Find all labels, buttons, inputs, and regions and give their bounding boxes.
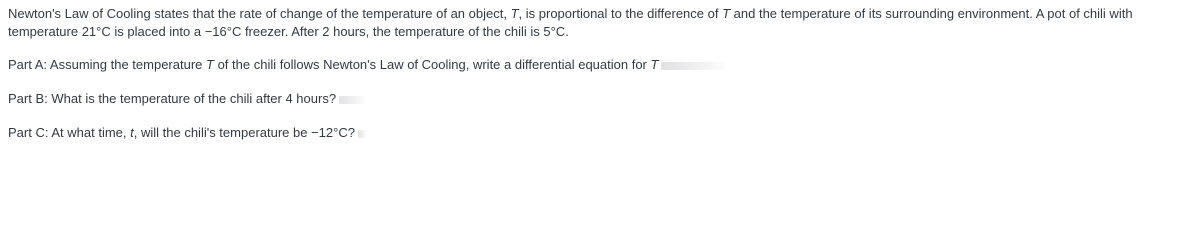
part-a-label: Part A: <box>8 57 48 72</box>
part-b-label: Part B: <box>8 91 48 106</box>
variable-T: T <box>206 57 214 72</box>
part-a-text-2: of the chili follows Newton's Law of Cooling, write a differential equation for <box>213 57 651 72</box>
problem-text-2: , is proportional to the difference of <box>518 6 723 21</box>
part-c-text-1: At what time, <box>48 125 131 140</box>
part-b <box>8 90 1192 108</box>
problem-text-1: Newton's Law of Cooling states that the rate of change of the temperature of an object, <box>8 6 511 21</box>
part-c <box>8 124 1192 142</box>
variable-T: T <box>650 57 659 72</box>
variable-T: T <box>722 6 731 21</box>
problem-text-3: and the temperature of its surrounding environment. A pot of chili with temperature 21°C is placed into a −16°C freezer. After 2 hours, the temperature of the chili is 5°C. <box>8 6 1133 39</box>
part-b-text: What is the temperature of the chili after 4 hours? <box>47 91 337 106</box>
part-c-label: Part C: <box>8 125 49 140</box>
faded-overlay <box>339 96 365 104</box>
part-c-text-2: , will the chili's temperature be −12°C? <box>133 125 355 140</box>
variable-t: t <box>130 125 134 140</box>
part-a <box>8 56 1192 74</box>
faded-overlay <box>358 130 366 138</box>
problem-statement <box>8 5 1198 41</box>
faded-overlay <box>661 62 725 70</box>
variable-T: T <box>510 6 519 21</box>
part-a-text-1: Assuming the temperature <box>47 57 207 72</box>
